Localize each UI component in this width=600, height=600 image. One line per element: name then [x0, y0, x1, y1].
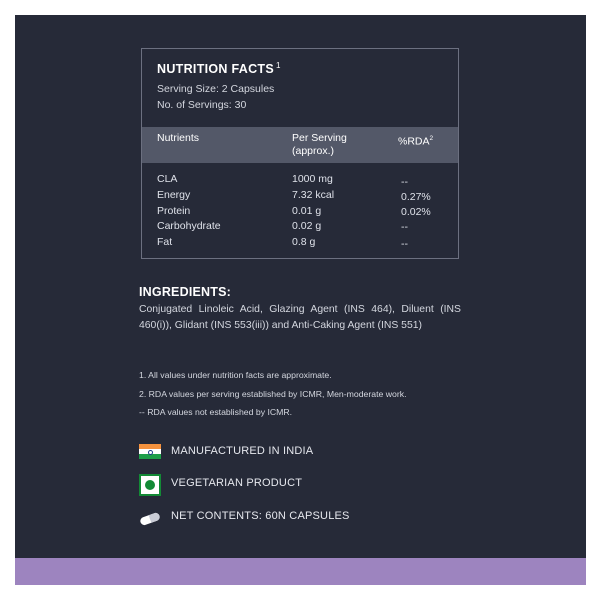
footnote-3: -- RDA values not established by ICMR.	[139, 407, 293, 417]
serving-size: Serving Size: 2 Capsules	[157, 83, 275, 95]
table-row: CLA 1000 mg --	[157, 173, 408, 188]
table-row: Fat 0.8 g --	[157, 236, 408, 250]
ingredients-title: INGREDIENTS:	[139, 285, 231, 299]
capsule-icon	[139, 512, 161, 526]
number-of-servings: No. of Servings: 30	[157, 99, 247, 111]
header-per-serving: Per Serving (approx.)	[292, 132, 347, 157]
header-nutrients: Nutrients	[157, 132, 200, 144]
header-rda: %RDA$^2$	[398, 135, 434, 148]
nutrition-facts-table	[141, 48, 459, 259]
table-row: Protein 0.01 g 0.02%	[157, 205, 431, 218]
nutrition-facts-title: NUTRITION FACTS $^1$	[157, 61, 281, 77]
vegetarian-icon	[139, 474, 161, 496]
table-header	[142, 127, 458, 163]
table-row: Energy 7.32 kcal 0.27%	[157, 189, 431, 203]
ingredients-text: Conjugated Linoleic Acid, Glazing Agent (INS 464), Diluent (INS 460(i)), Glidant (INS 553(iii)) and Anti-Caking Agent (INS 551)	[139, 304, 461, 331]
india-flag-icon	[139, 444, 161, 459]
footnote-1: 1. All values under nutrition facts are approximate.	[139, 370, 332, 380]
bottom-accent-strip	[15, 558, 586, 585]
footnote-marker: 1	[276, 61, 281, 70]
footnote-2: 2. RDA values per serving established by ICMR, Men-moderate work.	[139, 389, 407, 399]
table-row: Carbohydrate 0.02 g --	[157, 220, 408, 233]
